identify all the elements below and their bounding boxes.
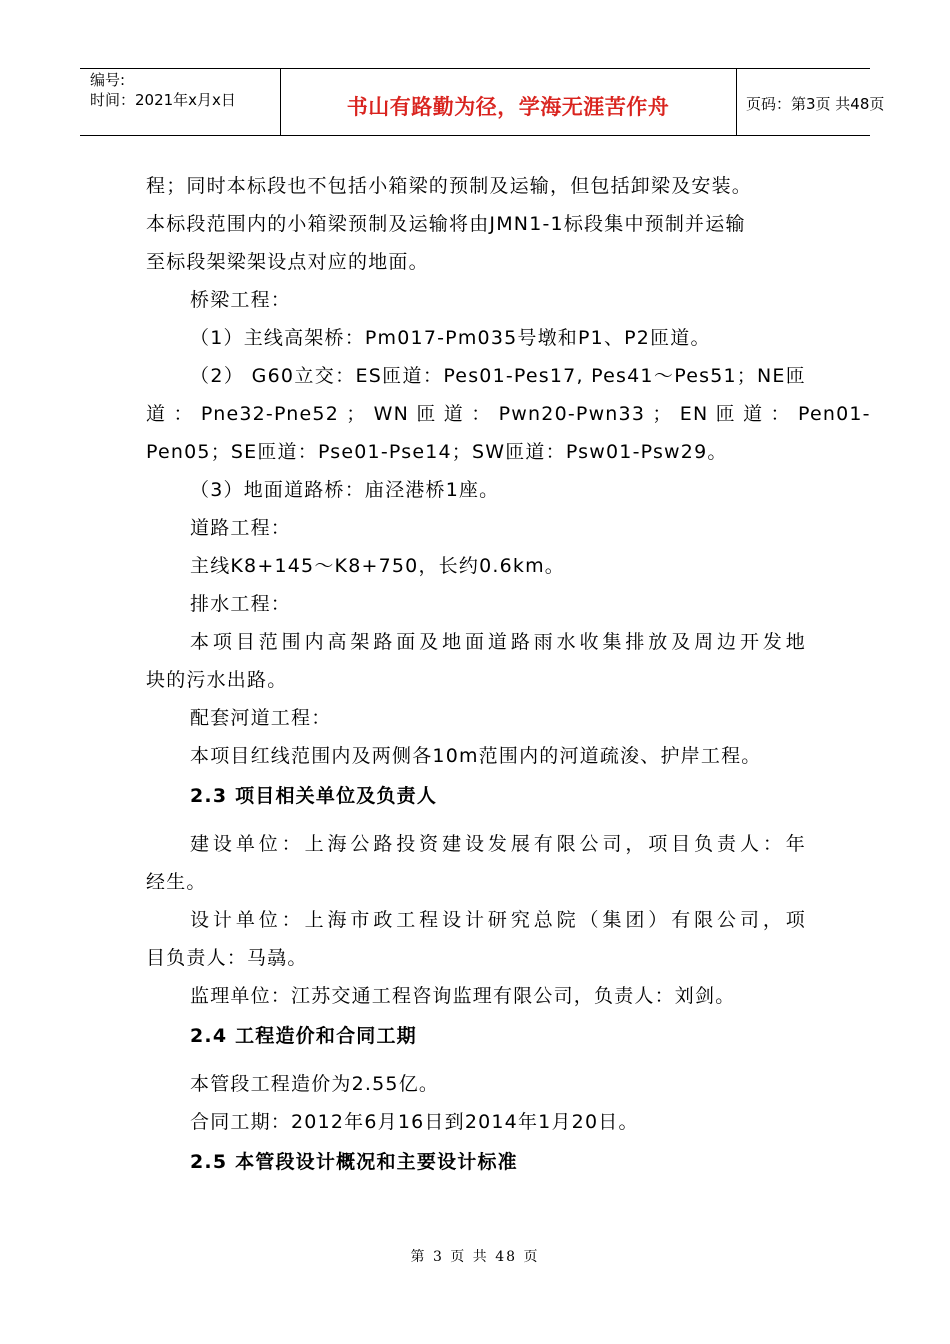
header-motto-cell	[280, 69, 737, 135]
section-label-river: 配套河道工程：	[190, 707, 332, 729]
body-line-13: 本项目范围内高架路面及地面道路雨水收集排放及周边开发地	[190, 631, 806, 653]
heading-2-4: 2.4 工程造价和合同工期	[190, 1025, 417, 1047]
body-line-11: 主线K8+145～K8+750，长约0.6km。	[190, 555, 565, 577]
header-page-info: 页码：第3页 共48页	[746, 95, 885, 113]
body-line-5: （1）主线高架桥：Pm017-Pm035号墩和P1、P2匝道。	[190, 327, 711, 349]
header-motto: 书山有路勤为径，学海无涯苦作舟	[346, 95, 670, 119]
body-line-7: 道 ： Pne32-Pne52 ； WN 匝 道 ： Pwn20-Pwn33 ； EN 匝 道 ： Pen01-	[146, 403, 871, 425]
body-line-1: 程；同时本标段也不包括小箱梁的预制及运输，但包括卸梁及安装。	[146, 175, 753, 197]
page-footer: 第 3 页 共 48 页	[410, 1249, 540, 1265]
heading-2-3: 2.3 项目相关单位及负责人	[190, 785, 438, 807]
section-label-road: 道路工程：	[190, 517, 292, 539]
section-label-bridge: 桥梁工程：	[190, 289, 292, 311]
body-line-6: （2） G60立交：ES匝道：Pes01-Pes17, Pes41～Pes51；NE匝	[190, 365, 806, 387]
header-page-cell	[736, 69, 885, 135]
body-line-25: 合同工期：2012年6月16日到2014年1月20日。	[190, 1111, 639, 1133]
body-line-2: 本标段范围内的小箱梁预制及运输将由JMN1-1标段集中预制并运输	[146, 213, 746, 235]
body-line-19: 经生。	[146, 871, 207, 893]
heading-2-5: 2.5 本管段设计概况和主要设计标准	[190, 1151, 518, 1173]
page-header	[80, 68, 885, 136]
body-line-20: 设计单位：上海市政工程设计研究总院（集团）有限公司，项	[190, 909, 806, 931]
body-line-14: 块的污水出路。	[146, 669, 288, 691]
header-left-cell	[80, 69, 281, 135]
body-line-18: 建设单位：上海公路投资建设发展有限公司，项目负责人：年	[190, 833, 806, 855]
body-line-24: 本管段工程造价为2.55亿。	[190, 1073, 440, 1095]
document-date-label: 时间：2021年x月x日	[90, 91, 236, 109]
body-line-22: 监理单位：江苏交通工程咨询监理有限公司，负责人：刘剑。	[190, 985, 736, 1007]
section-label-drainage: 排水工程：	[190, 593, 292, 615]
body-line-3: 至标段架梁架设点对应的地面。	[146, 251, 429, 273]
document-number-label: 编号:	[90, 71, 126, 89]
body-line-21: 目负责人：马骉。	[146, 947, 308, 969]
body-line-8: Pen05；SE匝道：Pse01-Pse14；SW匝道：Psw01-Psw29。	[146, 441, 728, 463]
body-line-9: （3）地面道路桥：庙泾港桥1座。	[190, 479, 500, 501]
body-line-16: 本项目红线范围内及两侧各10m范围内的河道疏浚、护岸工程。	[190, 745, 762, 767]
